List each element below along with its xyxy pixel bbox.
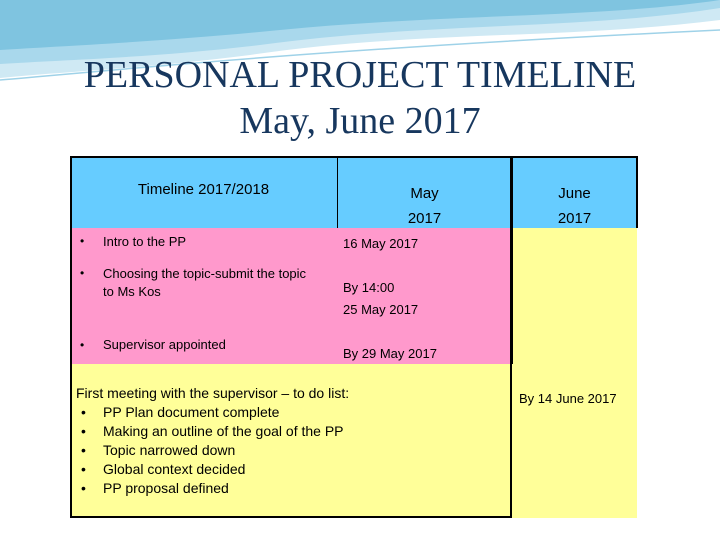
header-may-label	[337, 181, 512, 231]
list-item: • Global context decided	[75, 460, 505, 479]
header-timeline-label: Timeline 2017/2018	[137, 181, 270, 198]
header-june-label	[512, 181, 637, 231]
task-supervisor: Supervisor appointed	[103, 337, 226, 352]
list-item: • PP Plan document complete	[75, 403, 505, 422]
date-supervisor: By 29 May 2017	[343, 346, 437, 361]
bullet-icon: •	[80, 338, 85, 352]
title-line-1: PERSONAL PROJECT TIMELINE	[83, 54, 637, 96]
date-day: 25 May 2017	[343, 302, 419, 317]
task-intro: Intro to the PP	[103, 234, 187, 249]
bullet-icon: •	[80, 266, 85, 280]
june-empty-cell	[512, 228, 637, 364]
meeting-heading: First meeting with the supervisor – to do list:	[76, 385, 350, 401]
date-time: By 14:00	[343, 280, 395, 295]
list-item: • Making an outline of the goal of the PP	[75, 422, 505, 441]
list-item: • Topic narrowed down	[75, 441, 505, 460]
june-deadline: By 14 June 2017	[519, 391, 617, 406]
task-choosing-topic: Choosing the topic-submit the topic to Ms Kos	[103, 266, 307, 299]
title-line-2: May, June 2017	[239, 100, 481, 142]
table-divider-top	[512, 156, 638, 158]
date-choosing-topic	[343, 277, 418, 321]
page-title	[0, 52, 720, 144]
header-may-year: 2017	[407, 210, 442, 227]
meeting-todo-list	[75, 403, 505, 498]
header-june-month: June	[558, 185, 591, 202]
list-item: • PP proposal defined	[75, 479, 505, 498]
bullet-icon: •	[80, 234, 85, 248]
date-intro: 16 May 2017	[343, 236, 419, 251]
header-june-year: 2017	[557, 210, 592, 227]
header-may-month: May	[410, 185, 439, 202]
